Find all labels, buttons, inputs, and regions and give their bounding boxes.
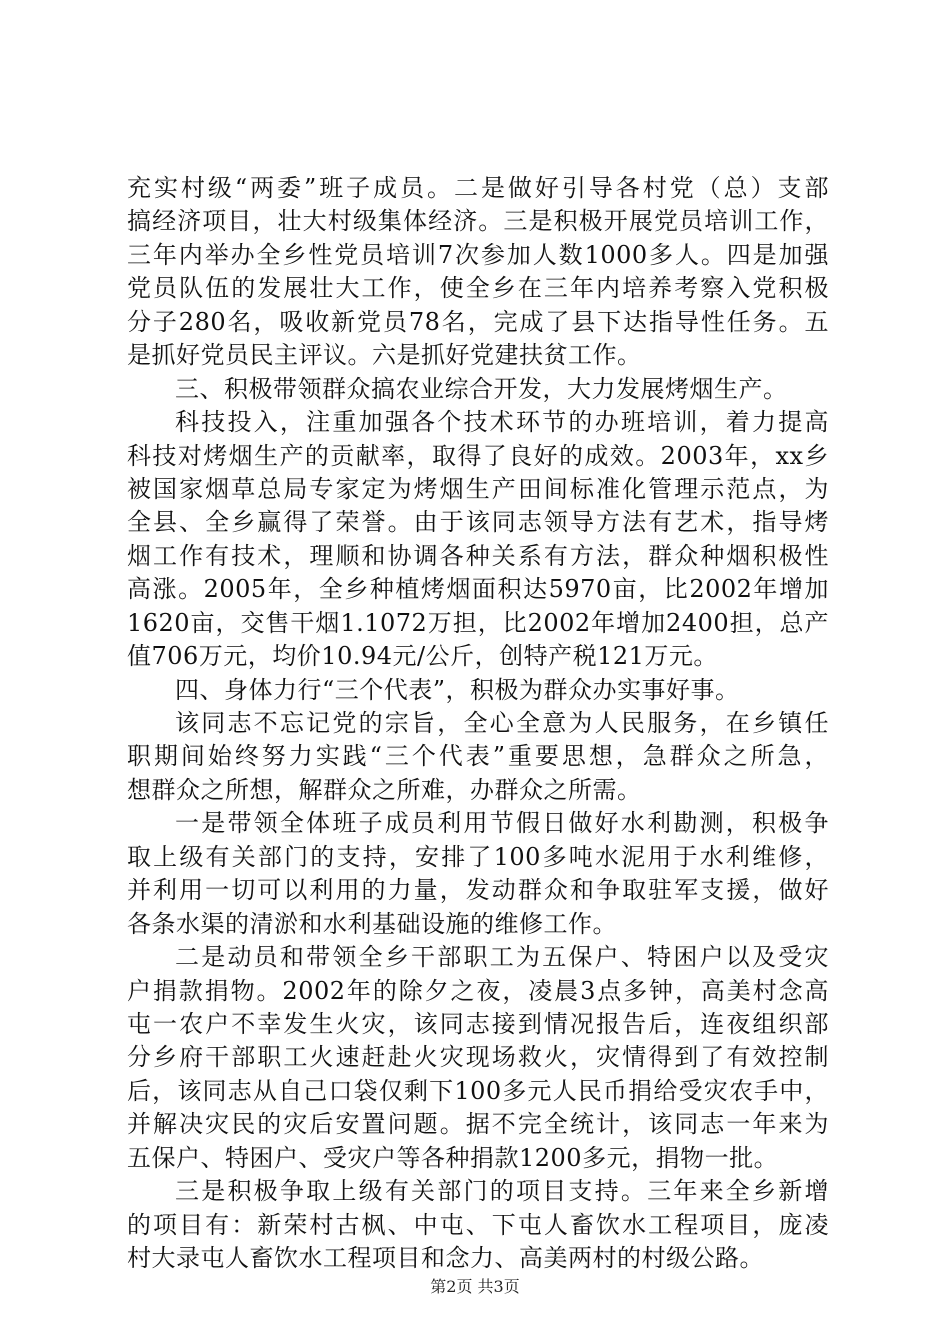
text-line: 被国家烟草总局专家定为烤烟生产田间标准化管理示范点，为 xyxy=(127,474,829,503)
text-line: 党员队伍的发展壮大工作，使全乡在三年内培养考察入党积极 xyxy=(127,274,829,303)
text-line: 科技对烤烟生产的贡献率，取得了良好的成效。2003年，xx乡 xyxy=(127,441,829,470)
text-line: 是抓好党员民主评议。六是抓好党建扶贫工作。 xyxy=(127,341,642,370)
text-line: 并利用一切可以利用的力量，发动群众和争取驻军支援，做好 xyxy=(127,876,829,905)
text-line: 后，该同志从自己口袋仅剩下100多元人民币捐给受灾农手中， xyxy=(127,1076,829,1105)
text-line: 一是带领全体班子成员利用节假日做好水利勘测，积极争 xyxy=(175,809,829,838)
text-line: 1620亩，交售干烟1.1072万担，比2002年增加2400担，总产 xyxy=(127,608,829,637)
section-heading: 三、积极带领群众搞农业综合开发，大力发展烤烟生产。 xyxy=(175,374,788,403)
page-number: 第2页 共3页 xyxy=(430,1277,520,1296)
text-line: 的项目有：新荣村古枫、中屯、下屯人畜饮水工程项目，庞凌 xyxy=(127,1210,829,1239)
text-line: 各条水渠的清淤和水利基础设施的维修工作。 xyxy=(127,909,617,938)
text-line: 该同志不忘记党的宗旨，全心全意为人民服务，在乡镇任 xyxy=(175,709,829,737)
text-line: 高涨。2005年，全乡种植烤烟面积达5970亩，比2002年增加 xyxy=(127,575,829,604)
text-line: 五保户、特困户、受灾户等各种捐款1200多元，捐物一批。 xyxy=(127,1143,779,1172)
text-line: 充实村级“两委”班子成员。二是做好引导各村党（总）支部 xyxy=(127,174,829,202)
text-line: 分子280名，吸收新党员78名，完成了县下达指导性任务。五 xyxy=(127,307,829,336)
text-line: 并解决灾民的灾后安置问题。据不完全统计，该同志一年来为 xyxy=(127,1110,829,1139)
text-line: 分乡府干部职工火速赶赴火灾现场救火，灾情得到了有效控制 xyxy=(127,1043,829,1072)
text-line: 想群众之所想，解群众之所难，办群众之所需。 xyxy=(127,775,642,804)
text-line: 搞经济项目，壮大村级集体经济。三是积极开展党员培训工作， xyxy=(127,207,829,236)
text-line: 三是积极争取上级有关部门的项目支持。三年来全乡新增 xyxy=(175,1177,829,1206)
document-body xyxy=(127,172,829,1275)
text-line: 职期间始终努力实践“三个代表”重要思想，急群众之所急， xyxy=(127,742,829,771)
text-line: 村大录屯人畜饮水工程项目和念力、高美两村的村级公路。 xyxy=(127,1244,764,1272)
text-line: 屯一农户不幸发生火灾，该同志接到情况报告后，连夜组织部 xyxy=(127,1009,829,1038)
text-line: 二是动员和带领全乡干部职工为五保户、特困户以及受灾 xyxy=(175,943,829,972)
text-line: 值706万元，均价10.94元/公斤，创特产税121万元。 xyxy=(127,642,718,671)
section-heading: 四、身体力行“三个代表”，积极为群众办实事好事。 xyxy=(175,675,740,704)
text-line: 科技投入，注重加强各个技术环节的办班培训，着力提高 xyxy=(175,408,829,437)
page-footer xyxy=(0,1276,950,1298)
text-line: 三年内举办全乡性党员培训7次参加人数1000多人。四是加强 xyxy=(127,240,829,269)
text-line: 烟工作有技术，理顺和协调各种关系有方法，群众种烟积极性 xyxy=(127,541,829,570)
text-line: 全县、全乡赢得了荣誉。由于该同志领导方法有艺术，指导烤 xyxy=(127,508,829,537)
text-line: 户捐款捐物。2002年的除夕之夜，凌晨3点多钟，高美村念高 xyxy=(127,976,829,1005)
text-line: 取上级有关部门的支持，安排了100多吨水泥用于水利维修， xyxy=(127,842,829,871)
